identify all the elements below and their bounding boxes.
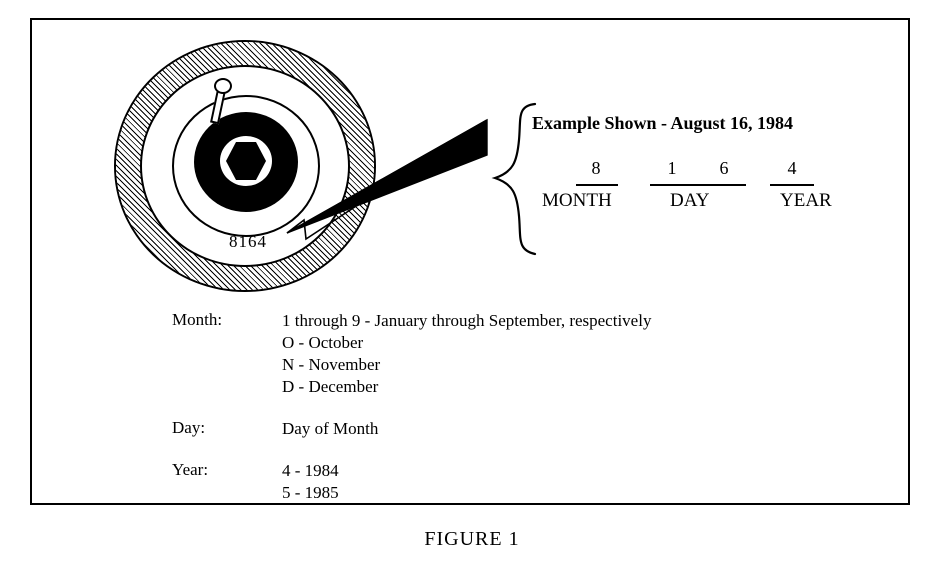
year-digit-1: 4: [787, 158, 797, 178]
month-rule: [576, 184, 618, 186]
day-label: DAY: [670, 190, 710, 211]
date-code-breakdown: [522, 158, 862, 238]
tire-date-code: 8164: [229, 232, 267, 251]
legend-term-year: Year:: [172, 460, 209, 479]
legend-row-month: [172, 310, 872, 398]
legend-defs-month: [282, 310, 872, 398]
month-label: MONTH: [542, 190, 612, 211]
month-digit-1: 8: [591, 158, 601, 178]
figure-caption: FIGURE 1: [424, 528, 520, 550]
legend-defs-year: [282, 460, 872, 504]
day-rule: [650, 184, 746, 186]
legend-def-line: O - October: [282, 333, 364, 352]
legend-term-day: Day:: [172, 418, 206, 437]
valve-stem-body: [210, 89, 226, 124]
code-legend: [172, 310, 872, 506]
legend-def-line: D - December: [282, 377, 379, 396]
legend-def-line: N - November: [282, 355, 381, 374]
legend-row-day: [172, 418, 872, 440]
legend-spacer: [172, 442, 872, 460]
legend-def-line: 4 - 1984: [282, 461, 339, 480]
legend-defs-day: [282, 418, 872, 440]
figure-border: [30, 18, 910, 505]
day-digit-2: 6: [719, 158, 729, 178]
valve-cap: [214, 78, 232, 94]
valve-stem-icon: [212, 78, 234, 124]
example-title: Example Shown - August 16, 1984: [532, 113, 794, 133]
legend-def-line: Day of Month: [282, 419, 379, 438]
legend-row-year: [172, 460, 872, 504]
legend-term-month: Month:: [172, 310, 223, 329]
legend-spacer: [172, 400, 872, 418]
day-digit-1: 1: [667, 158, 677, 178]
legend-def-line: 1 through 9 - January through September, respectively: [282, 311, 652, 330]
year-rule: [770, 184, 814, 186]
year-label: YEAR: [780, 190, 832, 211]
legend-def-line: 5 - 1985: [282, 483, 339, 502]
